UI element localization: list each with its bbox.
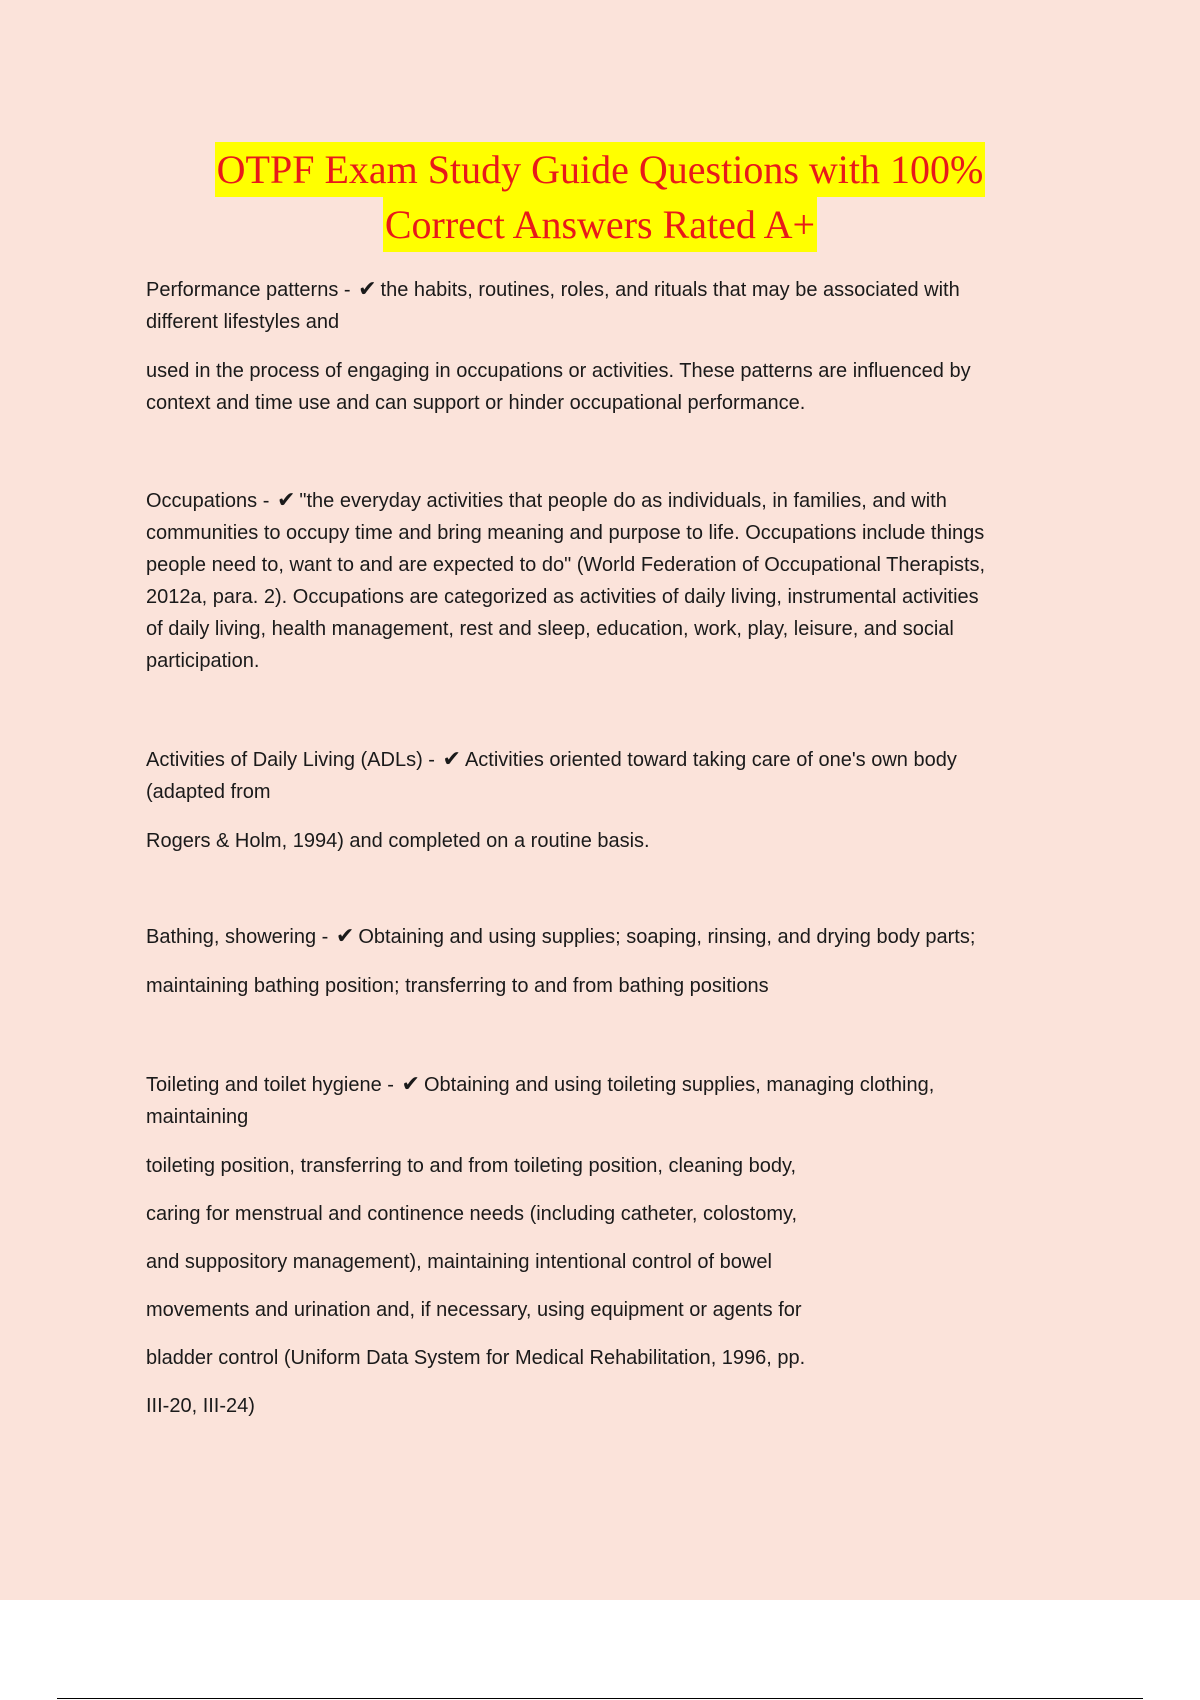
entry-continuation: 2012a, para. 2). Occupations are categorized as activities of daily living, instrumental activities xyxy=(146,586,979,608)
entry-paragraph-line: Rogers & Holm, 1994) and completed on a routine basis. xyxy=(146,830,650,852)
entry-first-line xyxy=(146,485,985,517)
entry-term: Performance patterns - xyxy=(146,279,351,301)
document-title xyxy=(0,142,1200,252)
check-icon: ✔ xyxy=(401,1072,420,1097)
title-line-1: OTPF Exam Study Guide Questions with 100% xyxy=(215,142,986,197)
entry-definition: Obtaining and using toileting supplies, managing clothing, xyxy=(423,1074,935,1096)
entry-paragraph-line: bladder control (Uniform Data System for Medical Rehabilitation, 1996, pp. xyxy=(146,1347,806,1369)
entry-toileting xyxy=(146,1069,934,1422)
entry-term: Occupations - xyxy=(146,490,270,512)
entry-continuation: participation. xyxy=(146,650,260,672)
entry-paragraph-line: toileting position, transferring to and from toileting position, cleaning body, xyxy=(146,1155,797,1177)
entry-term: Toileting and toilet hygiene - xyxy=(146,1074,394,1096)
entry-adls xyxy=(146,744,957,857)
entry-first-line xyxy=(146,1069,934,1101)
entry-first-line xyxy=(146,921,975,953)
entry-paragraph-line: III-20, III-24) xyxy=(146,1395,255,1417)
entry-first-line xyxy=(146,744,957,776)
title-line-2: Correct Answers Rated A+ xyxy=(383,197,817,252)
entry-paragraph-line: movements and urination and, if necessary, using equipment or agents for xyxy=(146,1299,802,1321)
entry-paragraph-line: caring for menstrual and continence needs (including catheter, colostomy, xyxy=(146,1203,798,1225)
entry-paragraph-line: context and time use and can support or hinder occupational performance. xyxy=(146,392,806,414)
entry-continuation: of daily living, health management, rest and sleep, education, work, play, leisure, and social xyxy=(146,618,954,640)
entry-continuation: (adapted from xyxy=(146,781,271,803)
entry-bathing-showering xyxy=(146,921,975,1002)
entry-term: Activities of Daily Living (ADLs) - xyxy=(146,749,435,771)
check-icon: ✔ xyxy=(276,488,296,513)
check-icon: ✔ xyxy=(358,277,377,302)
entry-paragraph-line: maintaining bathing position; transferring to and from bathing positions xyxy=(146,975,769,997)
entry-continuation: people need to, want to and are expected to do" (World Federation of Occupational Therapists, xyxy=(146,554,986,576)
entry-performance-patterns xyxy=(146,274,971,419)
entry-continuation: maintaining xyxy=(146,1106,249,1128)
entry-definition: Obtaining and using supplies; soaping, rinsing, and drying body parts; xyxy=(358,926,976,948)
entry-definition: Activities oriented toward taking care of one's own body xyxy=(464,749,957,771)
entry-occupations xyxy=(146,485,985,677)
entry-continuation: communities to occupy time and bring meaning and purpose to life. Occupations include things xyxy=(146,522,985,544)
entry-definition: "the everyday activities that people do as individuals, in families, and with xyxy=(299,490,947,512)
entry-paragraph-line: used in the process of engaging in occupations or activities. These patterns are influenced by xyxy=(146,360,971,382)
entry-first-line xyxy=(146,274,971,306)
check-icon: ✔ xyxy=(442,747,461,772)
entry-continuation: different lifestyles and xyxy=(146,311,340,333)
entry-definition: the habits, routines, roles, and rituals that may be associated with xyxy=(380,279,960,301)
page-divider xyxy=(57,1698,1143,1699)
entry-term: Bathing, showering - xyxy=(146,926,329,948)
check-icon: ✔ xyxy=(335,924,355,949)
entry-paragraph-line: and suppository management), maintaining intentional control of bowel xyxy=(146,1251,772,1273)
